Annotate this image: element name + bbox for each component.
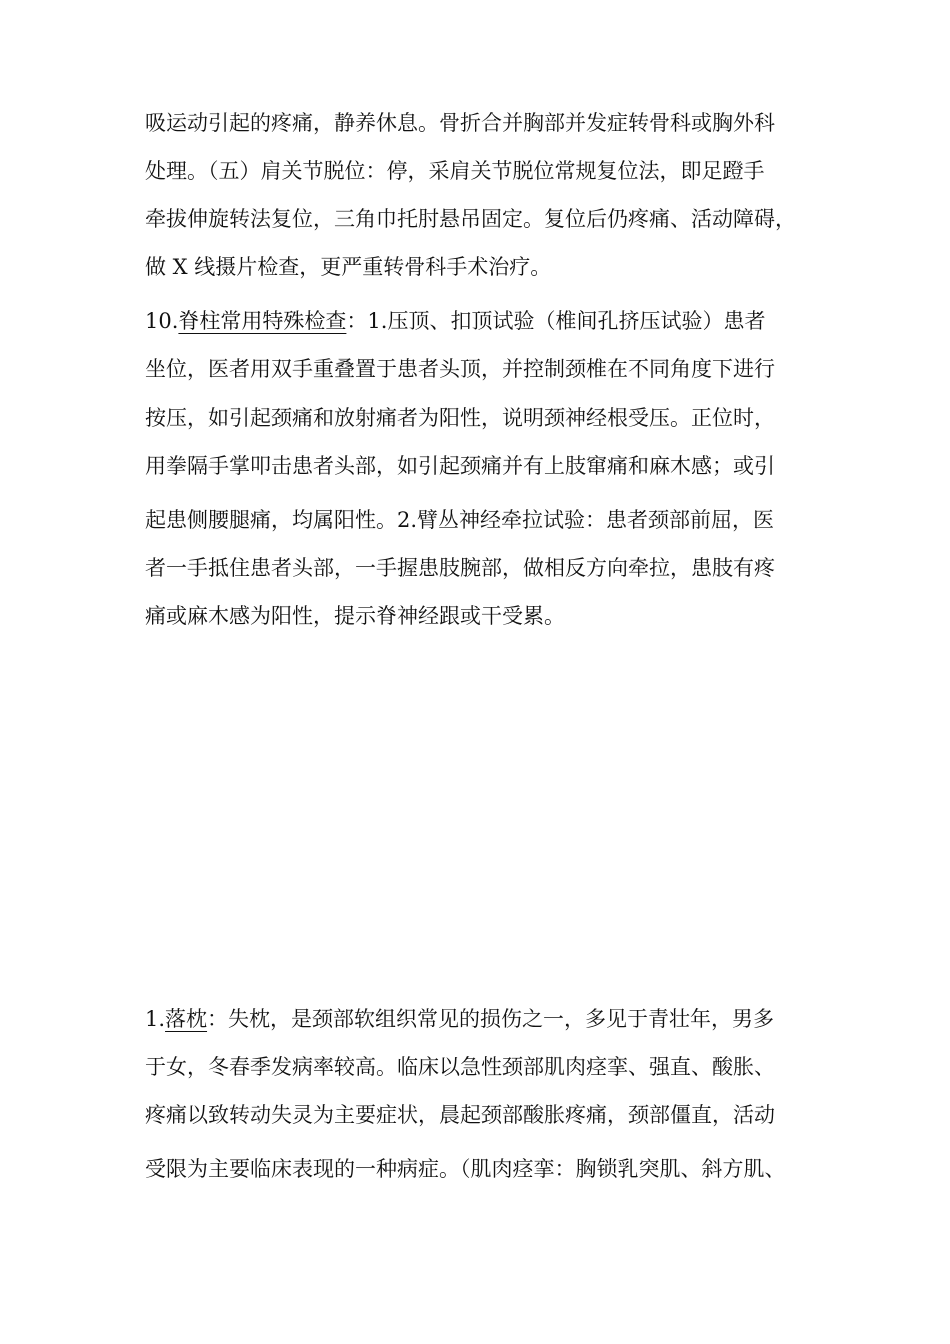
text-line: 吸运动引起的疼痛，静养休息。骨折合并胸部并发症转骨科或胸外科 <box>145 111 775 135</box>
text-line: 坐位，医者用双手重叠置于患者头顶，并控制颈椎在不同角度下进行 <box>145 357 775 381</box>
section-heading-line <box>145 1004 774 1034</box>
text-line: 痛或麻木感为阳性，提示脊神经跟或干受累。 <box>145 604 565 628</box>
underlined-term: 落枕 <box>165 1007 208 1031</box>
text-line: 于女，冬春季发病率较高。临床以急性颈部肌肉痉挛、强直、酸胀、 <box>145 1055 775 1079</box>
heading-rest: ：1.压顶、扣顶试验（椎间孔挤压试验）患者 <box>346 309 766 333</box>
item-number: 1. <box>145 1007 166 1031</box>
text-line: 起患侧腰腿痛，均属阳性。2.臂丛神经牵拉试验：患者颈部前屈，医 <box>145 508 775 532</box>
underlined-term: 脊柱常用特殊检查 <box>178 309 347 333</box>
text-line: 者一手抵住患者头部，一手握患肢腕部，做相反方向牵拉，患肢有疼 <box>145 556 775 580</box>
text-line: 做 X 线摄片检查，更严重转骨科手术治疗。 <box>145 255 552 279</box>
text-line: 疼痛以致转动失灵为主要症状，晨起颈部酸胀疼痛，颈部僵直，活动 <box>145 1103 775 1127</box>
heading-rest: ：失枕，是颈部软组织常见的损伤之一，多见于青壮年，男多 <box>207 1007 775 1031</box>
text-line: 用拳隔手掌叩击患者头部，如引起颈痛并有上肢窜痛和麻木感；或引 <box>145 454 775 478</box>
section-heading-line <box>145 306 765 336</box>
text-line: 处理。（五）肩关节脱位：停，采肩关节脱位常规复位法，即足蹬手 <box>145 159 765 183</box>
item-number: 10. <box>145 309 179 333</box>
text-line: 牵拔伸旋转法复位，三角巾托肘悬吊固定。复位后仍疼痛、活动障碍， <box>145 207 796 231</box>
text-line: 按压，如引起颈痛和放射痛者为阳性，说明颈神经根受压。正位时， <box>145 406 775 430</box>
text-line: 受限为主要临床表现的一种病症。（肌肉痉挛：胸锁乳突肌、斜方肌、 <box>145 1157 786 1181</box>
